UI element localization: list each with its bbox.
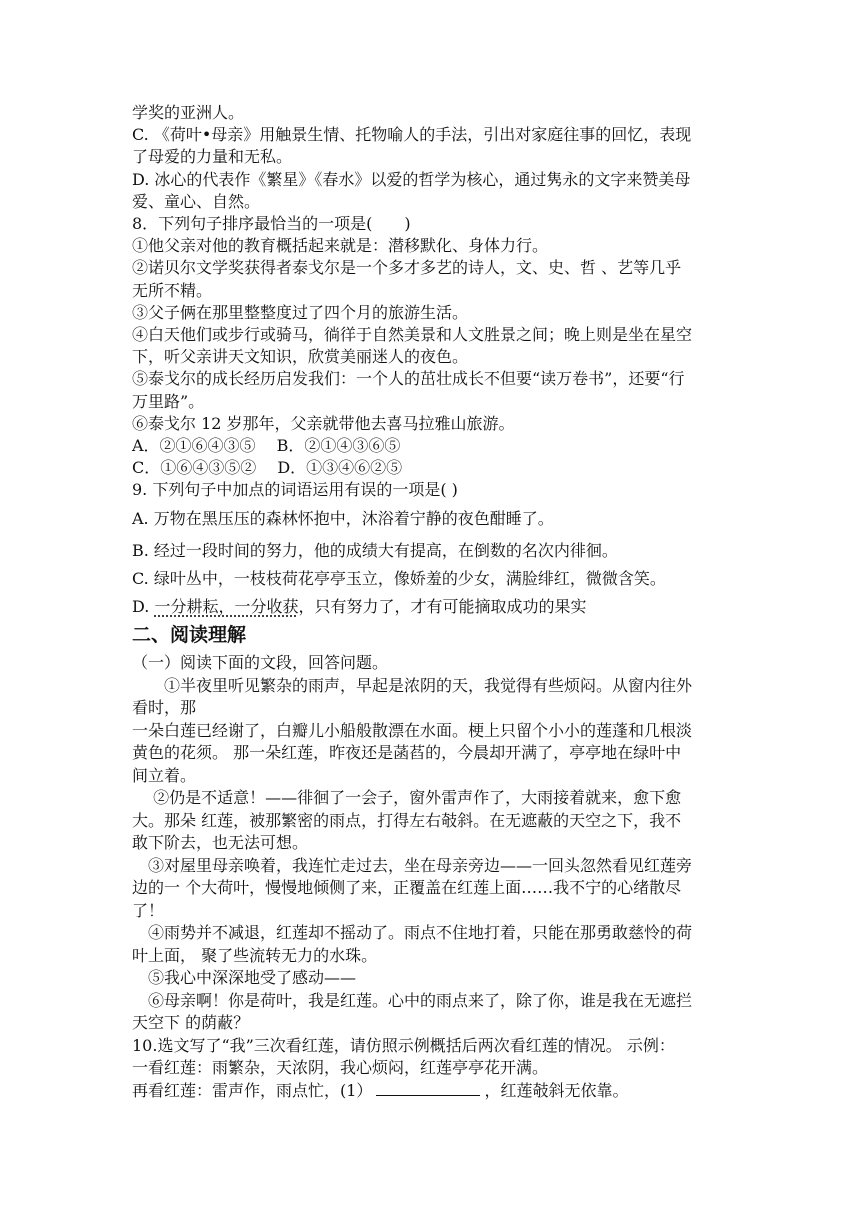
- text-line: 无所不精。: [132, 280, 213, 300]
- q9-option-b: B. 经过一段时间的努力，他的成绩大有提高，在倒数的名次内徘徊。: [132, 541, 618, 560]
- q9-option-c: C. 绿叶丛中，一枝枝荷花亭亭玉立，像娇羞的少女，满脸绯红，微微含笑。: [132, 569, 666, 588]
- text-line: 敢下阶去，也无法可想。: [132, 833, 309, 852]
- text-line: 边的一 个大荷叶，慢慢地倾侧了来，正覆盖在红莲上面……我不宁的心绪散尽: [132, 878, 682, 897]
- q9-option-d-suffix: ，只有努力了，才有可能摘取成功的果实: [298, 597, 587, 616]
- text-line: ②仍是不适意！——徘徊了一会子，窗外雷声作了，大雨接着就来，愈下愈: [132, 788, 682, 807]
- text-line: 叶上面， 聚了些流转无力的水珠。: [132, 945, 378, 965]
- text-line: ③父子俩在那里整整度过了四个月的旅游生活。: [132, 302, 469, 322]
- text-line: 天空下 的荫蔽？: [132, 1013, 250, 1032]
- section-title-reading: 二、阅读理解: [132, 624, 247, 646]
- text-line: C. 《荷叶•母亲》用触景生情、托物喻人的手法，引出对家庭往事的回忆，表现: [132, 125, 692, 145]
- answer-blank[interactable]: [376, 1081, 480, 1096]
- text-line: 8．下列句子排序最恰当的一项是( ): [132, 214, 411, 233]
- q9-option-a: A. 万物在黑压压的森林怀抱中，沐浴着宁静的夜色酣睡了。: [132, 509, 554, 528]
- text-line: ⑥泰戈尔 12 岁那年，父亲就带他去喜马拉雅山旅游。: [132, 413, 515, 433]
- text-line: ①他父亲对他的教育概括起来就是：潜移默化、身体力行。: [132, 236, 549, 256]
- text-line: 一看红莲：雨繁杂，天浓阴，我心烦闷，红莲亭亭花开满。: [132, 1058, 549, 1077]
- text-line: ④白天他们或步行或骑马，徜徉于自然美景和人文胜景之间；晚上则是坐在星空: [132, 325, 693, 344]
- text-line: 看时，那: [132, 698, 197, 717]
- text-line: 10.选文写了“我”三次看红莲，请仿照示例概括后两次看红莲的情况。 示例：: [132, 1035, 675, 1055]
- text-line: D. 冰心的代表作《繁星》《春水》以爱的哲学为核心，通过隽永的文字来赞美母: [132, 169, 691, 189]
- text-line: 爱、童心、自然。: [132, 191, 261, 211]
- text-line: ④雨势并不减退，红莲却不摇动了。雨点不住地打着，只能在那勇敢慈怜的荷: [132, 923, 693, 942]
- text-line: ⑥母亲啊！你是荷叶，我是红莲。心中的雨点来了，除了你，谁是我在无遮拦: [132, 990, 693, 1010]
- q9-option-d-prefix: D.: [132, 597, 155, 616]
- text-line: 间立着。: [132, 765, 197, 785]
- q10-answer-line: [132, 1080, 628, 1102]
- text-line: 学奖的亚洲人。: [132, 103, 245, 122]
- text-line: ②诺贝尔文学奖获得者泰戈尔是一个多才多艺的诗人，文、史、哲 、艺等几乎: [132, 258, 682, 278]
- answer-line-prefix: 再看红莲：雷声作，雨点忙，(1）: [132, 1081, 373, 1100]
- text-line: ⑤泰戈尔的成长经历启发我们：一个人的茁壮成长不但要“读万卷书”，还要“行: [132, 369, 685, 389]
- text-line: （一）阅读下面的文段，回答问题。: [132, 653, 389, 672]
- text-line: 万里路”。: [132, 391, 205, 411]
- text-line: ⑤我心中深深地受了感动——: [132, 968, 357, 987]
- text-line: 了！: [132, 900, 165, 920]
- text-line: 下，听父亲讲天文知识，欣赏美丽迷人的夜色。: [132, 347, 469, 367]
- text-line: 了母爱的力量和无私。: [132, 147, 293, 167]
- text-line: C．①⑥④③⑤② D．①③④⑥②⑤: [132, 458, 403, 478]
- text-line: 大。那朵 红莲，被那繁密的雨点，打得左右攲斜。在无遮蔽的天空之下，我不: [132, 810, 682, 830]
- text-line: 一朵白莲已经谢了，白瓣儿小船般散漂在水面。梗上只留个小小的莲蓬和几根淡: [132, 720, 693, 740]
- text-line: ①半夜里听见繁杂的雨声，早起是浓阴的天，我觉得有些烦闷。从窗内往外: [132, 675, 693, 695]
- answer-line-suffix: ，红莲攲斜无依靠。: [484, 1081, 629, 1100]
- dotted-phrase: 一分耕耘，一分收获: [154, 597, 299, 616]
- text-line: 黄色的花须。 那一朵红莲，昨夜还是菡萏的，今晨却开满了，亭亭地在绿叶中: [132, 743, 682, 762]
- text-line: ③对屋里母亲唤着，我连忙走过去，坐在母亲旁边——一回头忽然看见红莲旁: [132, 855, 693, 875]
- q9-option-d: [132, 596, 586, 618]
- text-line: A．②①⑥④③⑤ B．②①④③⑥⑤: [132, 436, 401, 455]
- text-line: 9. 下列句子中加点的词语运用有误的一项是( ): [132, 480, 458, 500]
